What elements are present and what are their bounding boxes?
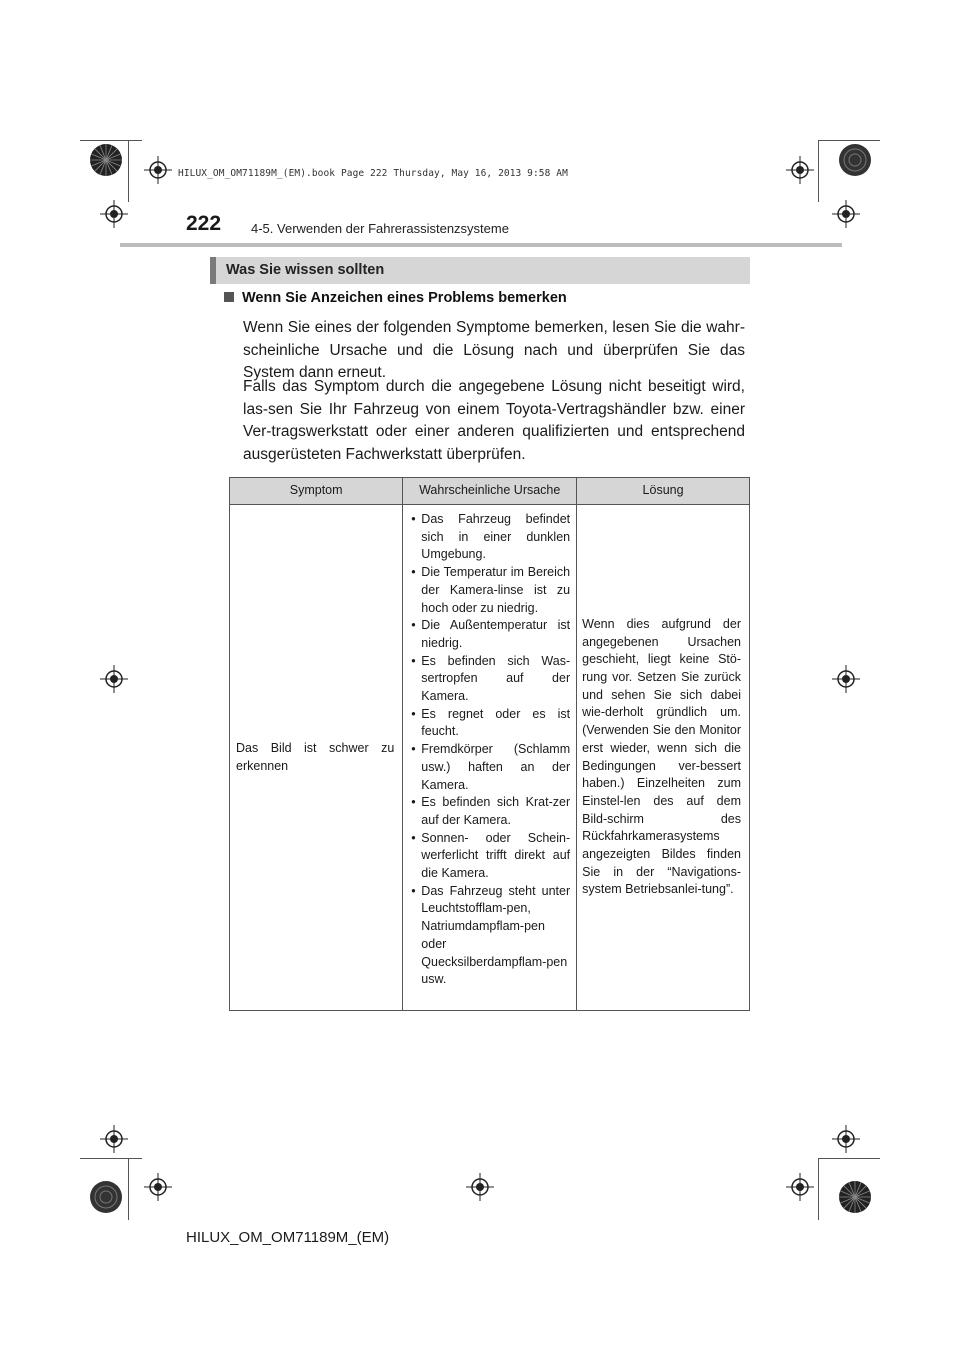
footer-code: HILUX_OM_OM71189M_(EM) xyxy=(186,1229,390,1246)
rosette-mark-icon xyxy=(89,1180,123,1214)
cause-list xyxy=(403,511,576,989)
symptom-cell xyxy=(230,505,403,1011)
list-item: • Die Temperatur im Bereich der Kamera-linse ist zu hoch oder zu niedrig. xyxy=(411,564,570,617)
cause-cell xyxy=(403,505,577,1011)
crop-line xyxy=(818,140,880,141)
crosshair-mark-icon xyxy=(100,665,128,693)
crosshair-mark-icon xyxy=(100,200,128,228)
crosshair-mark-icon xyxy=(832,1125,860,1153)
table-row xyxy=(230,505,750,1011)
crop-line xyxy=(818,1158,880,1159)
list-item: • Sonnen- oder Schein-werferlicht trifft direkt auf die Kamera. xyxy=(411,830,570,883)
page-number: 222 xyxy=(186,212,222,235)
header-rule xyxy=(120,243,842,247)
list-item: • Fremdkörper (Schlamm usw.) haften an der Kamera. xyxy=(411,741,570,794)
crosshair-mark-icon xyxy=(100,1125,128,1153)
column-header-solution: Lösung xyxy=(577,478,750,505)
list-item: • Es befinden sich Was-sertropfen auf der Kamera. xyxy=(411,653,570,706)
column-header-symptom: Symptom xyxy=(230,478,403,505)
list-item: • Die Außentemperatur ist niedrig. xyxy=(411,617,570,652)
section-accent xyxy=(210,257,216,284)
crosshair-mark-icon xyxy=(832,200,860,228)
subsection-heading xyxy=(224,290,567,306)
crop-line xyxy=(128,1158,129,1220)
list-item: • Es regnet oder es ist feucht. xyxy=(411,706,570,741)
crosshair-mark-icon xyxy=(466,1173,494,1201)
list-item: • Das Fahrzeug befindet sich in einer dunklen Umgebung. xyxy=(411,511,570,564)
symptom-table xyxy=(229,477,750,1011)
chapter-title: 4-5. Verwenden der Fahrerassistenzsysteme xyxy=(251,221,509,236)
crop-line xyxy=(80,1158,142,1159)
crosshair-mark-icon xyxy=(786,1173,814,1201)
section-title-bar xyxy=(210,257,750,284)
symptom-text: Das Bild ist schwer zu erkennen xyxy=(236,740,395,773)
crop-line xyxy=(818,1158,819,1220)
crop-line xyxy=(128,140,129,202)
column-header-cause: Wahrscheinliche Ursache xyxy=(403,478,577,505)
crosshair-mark-icon xyxy=(832,665,860,693)
rosette-mark-icon xyxy=(838,1180,872,1214)
solution-text: Wenn dies aufgrund der angegebenen Ursachen geschieht, liegt keine Stö-rung vor. Setzen Sie zurück und sehen Sie sich dabei wie-derholt gründlich um. (Verwenden Sie den Monitor erst wieder, wenn sich die Bedingungen ver-bessert haben.) Einzelheiten zum Einstel-len des auf dem Bild-schirm des Rückfahrkamerasystems angezeigten Bildes finden Sie in der “Navigations-system Betriebsanlei-tung”. xyxy=(582,616,741,897)
paragraph: Falls das Symptom durch die angegebene Lösung nicht beseitigt wird, las-sen Sie Ihr Fahrzeug von einem Toyota-Vertragshändler bzw. einer Ver-tragswerkstatt oder einer anderen qualifizierten und entsprechend ausgerüsteten Fachwerkstatt überprüfen. xyxy=(243,378,745,463)
crosshair-mark-icon xyxy=(144,156,172,184)
subsection-heading-text: Wenn Sie Anzeichen eines Problems bemerken xyxy=(242,290,567,306)
list-item: • Das Fahrzeug steht unter Leuchtstofflam-pen, Natriumdampflam-pen oder Quecksilberdampflam-pen usw. xyxy=(411,883,570,989)
solution-cell xyxy=(577,505,750,1011)
list-item: • Es befinden sich Krat-zer auf der Kamera. xyxy=(411,794,570,829)
rosette-mark-icon xyxy=(89,143,123,177)
table-header-row xyxy=(230,478,750,505)
crosshair-mark-icon xyxy=(144,1173,172,1201)
square-bullet-icon xyxy=(224,292,234,302)
section-title: Was Sie wissen sollten xyxy=(226,262,385,278)
crop-line xyxy=(80,140,142,141)
paragraph: Wenn Sie eines der folgenden Symptome bemerken, lesen Sie die wahr-scheinliche Ursache und die Lösung nach und überprüfen Sie das System dann erneut. xyxy=(243,319,745,381)
crop-line xyxy=(818,140,819,202)
print-info-line: HILUX_OM_OM71189M_(EM).book Page 222 Thursday, May 16, 2013 9:58 AM xyxy=(178,168,568,179)
rosette-mark-icon xyxy=(838,143,872,177)
crosshair-mark-icon xyxy=(786,156,814,184)
